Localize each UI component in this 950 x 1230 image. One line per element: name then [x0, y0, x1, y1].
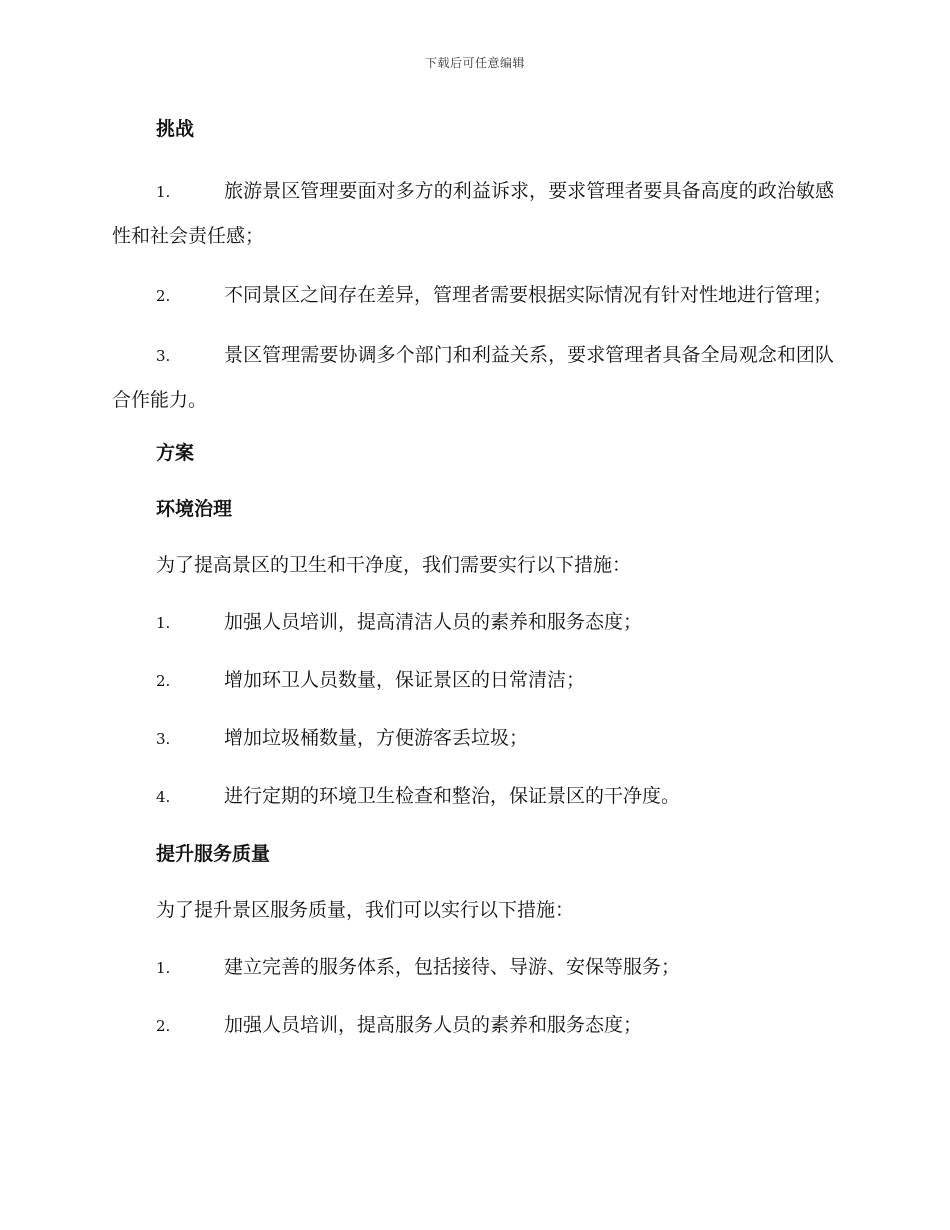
list-text: 增加环卫人员数量，保证景区的日常清洁；	[224, 669, 586, 691]
list-text: 进行定期的环境卫生检查和整治，保证景区的干净度。	[224, 785, 681, 807]
list-number: 1.	[156, 959, 171, 977]
list-item	[112, 606, 834, 639]
list-text: 旅游景区管理要面对多方的利益诉求，要求管理者要具备高度的政治敏感性和社会责任感；	[112, 180, 834, 247]
list-item	[112, 169, 834, 258]
list-text: 加强人员培训，提高清洁人员的素养和服务态度；	[224, 611, 643, 633]
section-heading-challenge: 挑战	[156, 118, 195, 140]
document-body	[112, 113, 834, 1067]
section-intro: 为了提升景区服务质量，我们可以实行以下措施：	[156, 899, 575, 921]
list-item	[112, 273, 834, 318]
list-number: 2.	[156, 287, 171, 305]
list-item	[112, 1009, 834, 1042]
list-item	[112, 333, 834, 422]
list-item	[112, 722, 834, 755]
list-text: 增加垃圾桶数量，方便游客丢垃圾；	[224, 727, 529, 749]
list-number: 1.	[156, 183, 171, 201]
list-number: 4.	[156, 788, 171, 806]
section-heading-service: 提升服务质量	[156, 843, 271, 865]
list-text: 景区管理需要协调多个部门和利益关系，要求管理者具备全局观念和团队合作能力。	[112, 344, 834, 411]
list-text: 加强人员培训，提高服务人员的素养和服务态度；	[224, 1014, 643, 1036]
list-item	[112, 780, 834, 813]
list-number: 3.	[156, 730, 171, 748]
list-number: 2.	[156, 672, 171, 690]
list-text: 建立完善的服务体系，包括接待、导游、安保等服务；	[224, 956, 681, 978]
list-text: 不同景区之间存在差异，管理者需要根据实际情况有针对性地进行管理；	[224, 284, 833, 306]
list-number: 1.	[156, 614, 171, 632]
list-number: 3.	[156, 347, 171, 365]
list-number: 2.	[156, 1017, 171, 1035]
section-intro: 为了提高景区的卫生和干净度，我们需要实行以下措施：	[156, 554, 632, 576]
list-item	[112, 664, 834, 697]
list-item	[112, 951, 834, 984]
section-heading-solution: 方案	[156, 442, 195, 464]
page-header: 下载后可任意编辑	[424, 56, 525, 70]
section-heading-environment: 环境治理	[156, 498, 233, 520]
